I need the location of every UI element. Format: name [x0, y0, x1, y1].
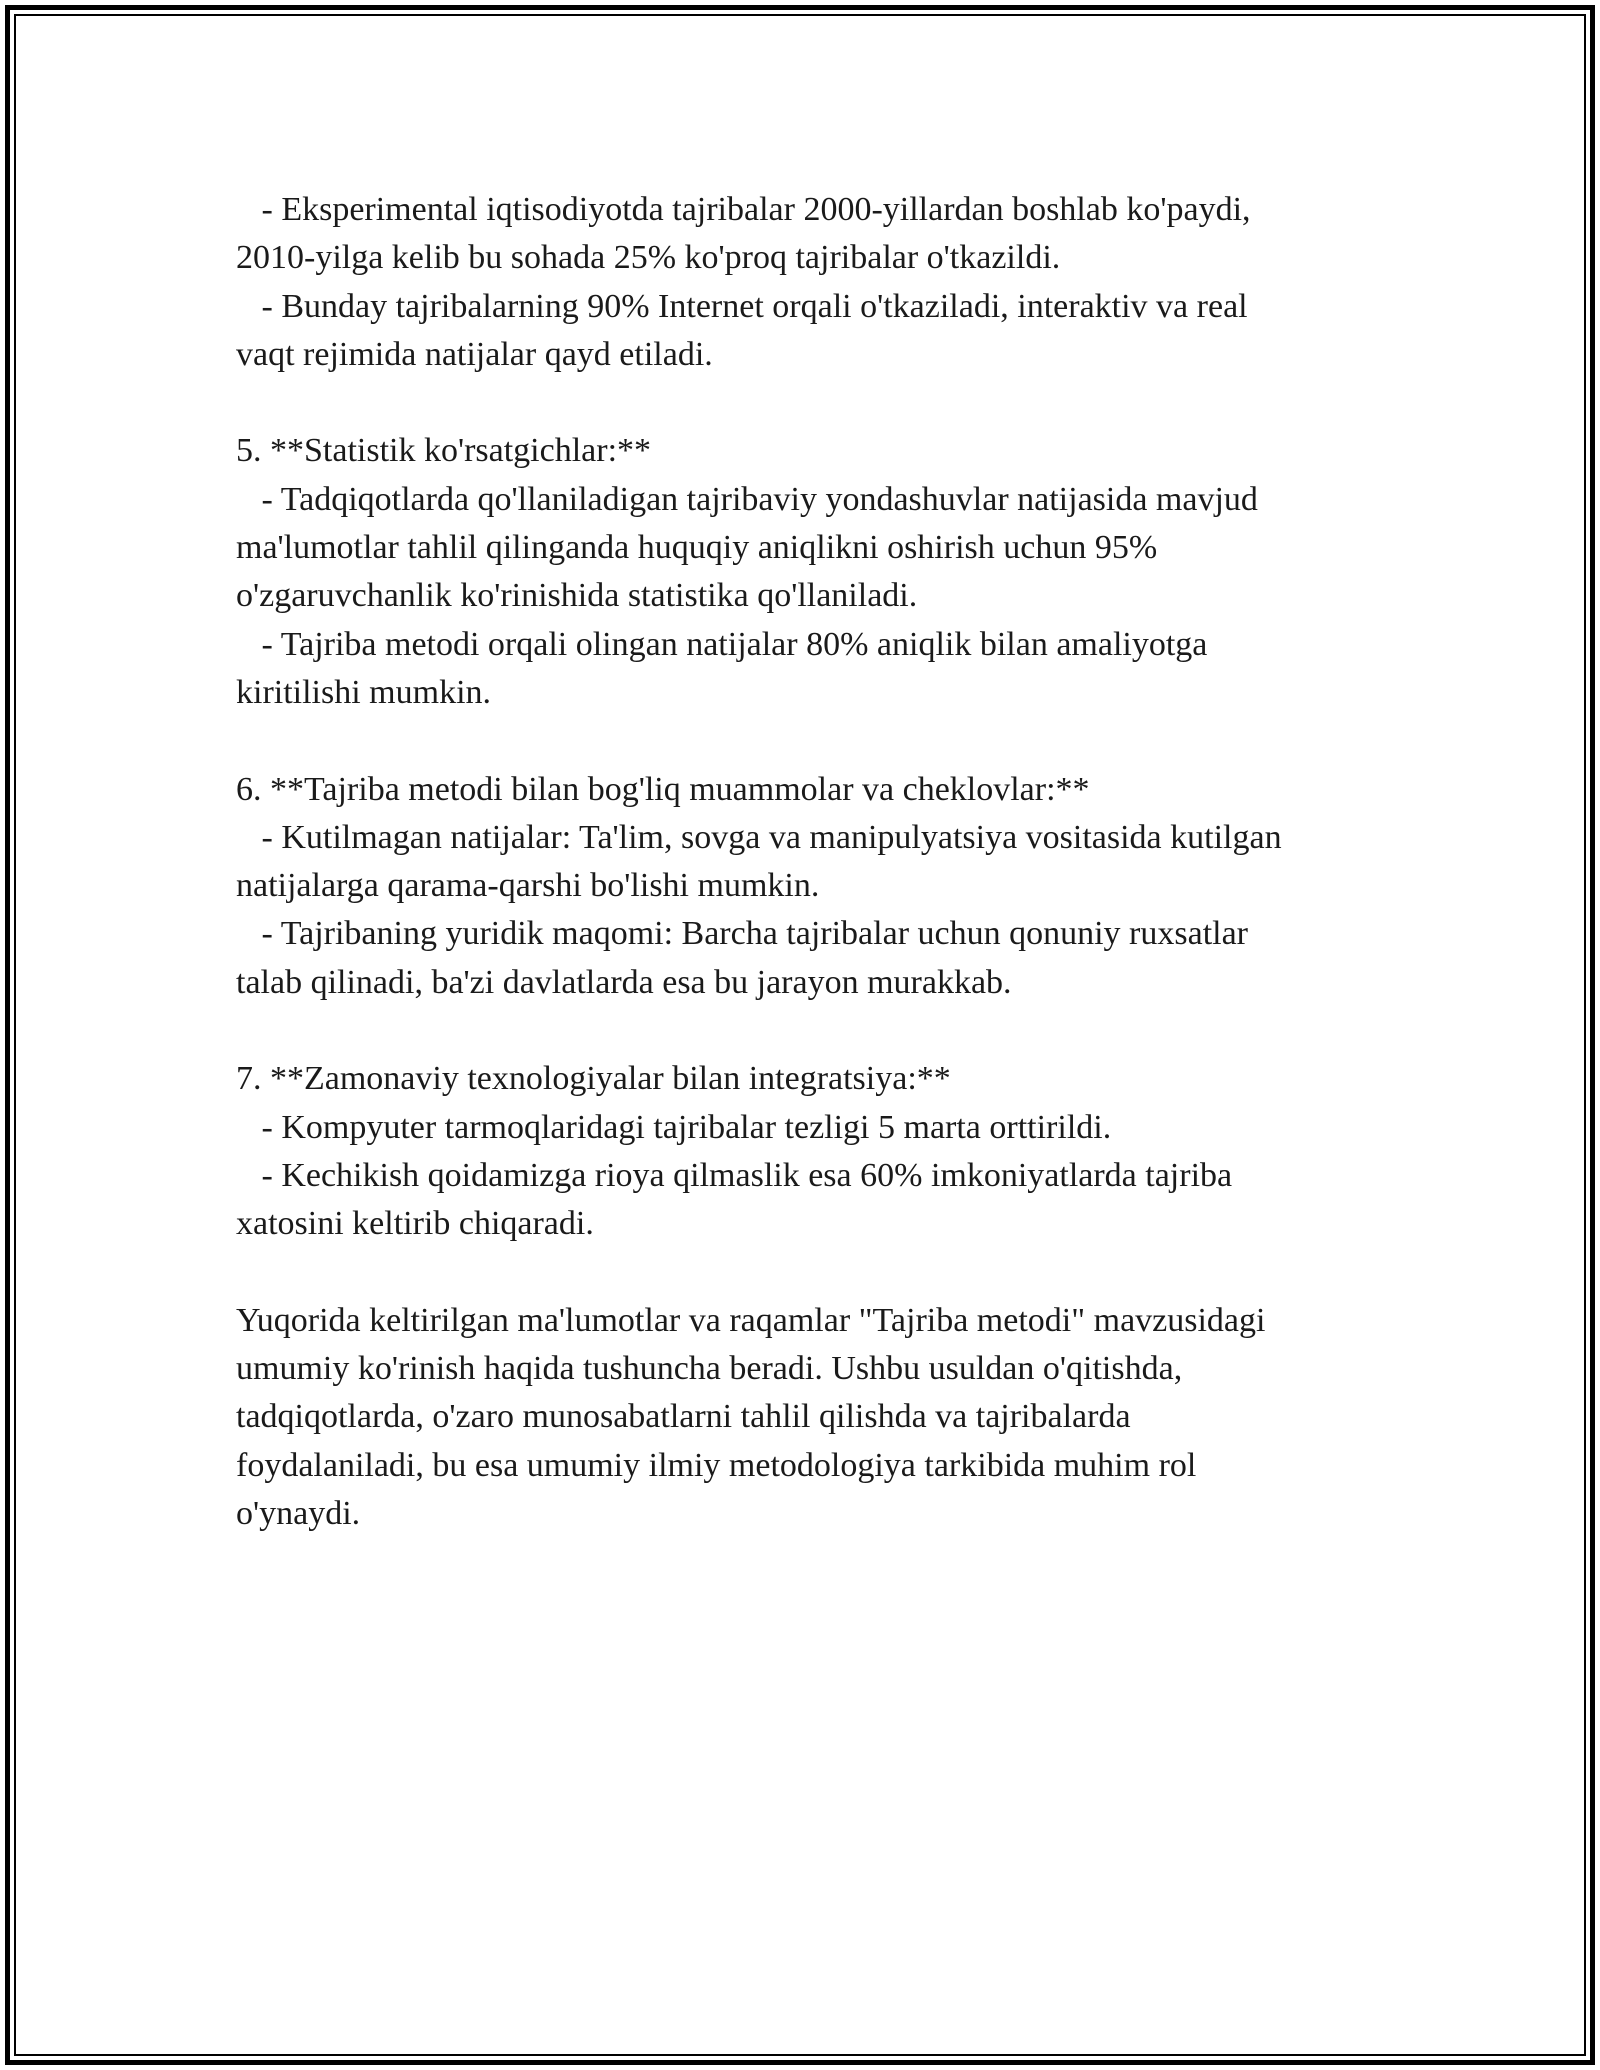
text-line: - Tajriba metodi orqali olingan natijalar 80% aniqlik bilan amaliyotga [236, 625, 1208, 663]
text-line: - Eksperimental iqtisodiyotda tajribalar 2000-yillardan boshlab ko'paydi, [236, 191, 1251, 228]
text-line: talab qilinadi, ba'zi davlatlarda esa bu jarayon murakkab. [236, 963, 1012, 1001]
document-body [236, 186, 1416, 1538]
section-6-problems [236, 766, 1416, 1007]
intro-paragraph [236, 186, 1416, 379]
text-line: - Tajribaning yuridik maqomi: Barcha tajribalar uchun qonuniy ruxsatlar [236, 915, 1248, 953]
text-line: o'zgaruvchanlik ko'rinishida statistika qo'llaniladi. [236, 577, 918, 615]
text-line: - Kechikish qoidamizga rioya qilmaslik esa 60% imkoniyatlarda tajriba [236, 1156, 1233, 1194]
text-line: 2010-yilga kelib bu sohada 25% ko'proq tajribalar o'tkazildi. [236, 239, 1061, 277]
paragraph-gap [236, 1007, 1416, 1055]
text-line: - Kutilmagan natijalar: Ta'lim, sovga va manipulyatsiya vositasida kutilgan [236, 818, 1282, 856]
section-5-statistics [236, 427, 1416, 717]
text-line: tadqiqotlarda, o'zaro munosabatlarni tahlil qilishda va tajribalarda [236, 1398, 1131, 1436]
text-line: - Kompyuter tarmoqlaridagi tajribalar tezligi 5 marta orttirildi. [236, 1108, 1112, 1146]
text-line: foydalaniladi, bu esa umumiy ilmiy metodologiya tarkibida muhim rol [236, 1446, 1197, 1484]
section-heading: 5. **Statistik ko'rsatgichlar:** [236, 432, 652, 470]
section-heading: 6. **Tajriba metodi bilan bog'liq muammolar va cheklovlar:** [236, 770, 1090, 808]
text-line: ma'lumotlar tahlil qilinganda huquqiy aniqlikni oshirish uchun 95% [236, 529, 1158, 567]
text-line: vaqt rejimida natijalar qayd etiladi. [236, 335, 713, 373]
text-line: xatosini keltirib chiqaradi. [236, 1205, 594, 1243]
section-heading: 7. **Zamonaviy texnologiyalar bilan integratsiya:** [236, 1060, 951, 1098]
text-line: Yuqorida keltirilgan ma'lumotlar va raqamlar "Tajriba metodi" mavzusidagi [236, 1301, 1266, 1339]
text-line: natijalarga qarama-qarshi bo'lishi mumkin. [236, 867, 820, 905]
text-line: umumiy ko'rinish haqida tushuncha beradi. Ushbu usuldan o'qitishda, [236, 1350, 1183, 1388]
text-line: o'ynaydi. [236, 1495, 361, 1533]
text-line: - Bunday tajribalarning 90% Internet orqali o'tkaziladi, interaktiv va real [236, 287, 1248, 325]
paragraph-gap [236, 379, 1416, 427]
conclusion-paragraph [236, 1297, 1416, 1538]
text-line: - Tadqiqotlarda qo'llaniladigan tajribaviy yondashuvlar natijasida mavjud [236, 480, 1258, 518]
paragraph-gap [236, 1249, 1416, 1297]
text-line: kiritilishi mumkin. [236, 673, 492, 711]
paragraph-gap [236, 717, 1416, 765]
section-7-integration [236, 1055, 1416, 1248]
